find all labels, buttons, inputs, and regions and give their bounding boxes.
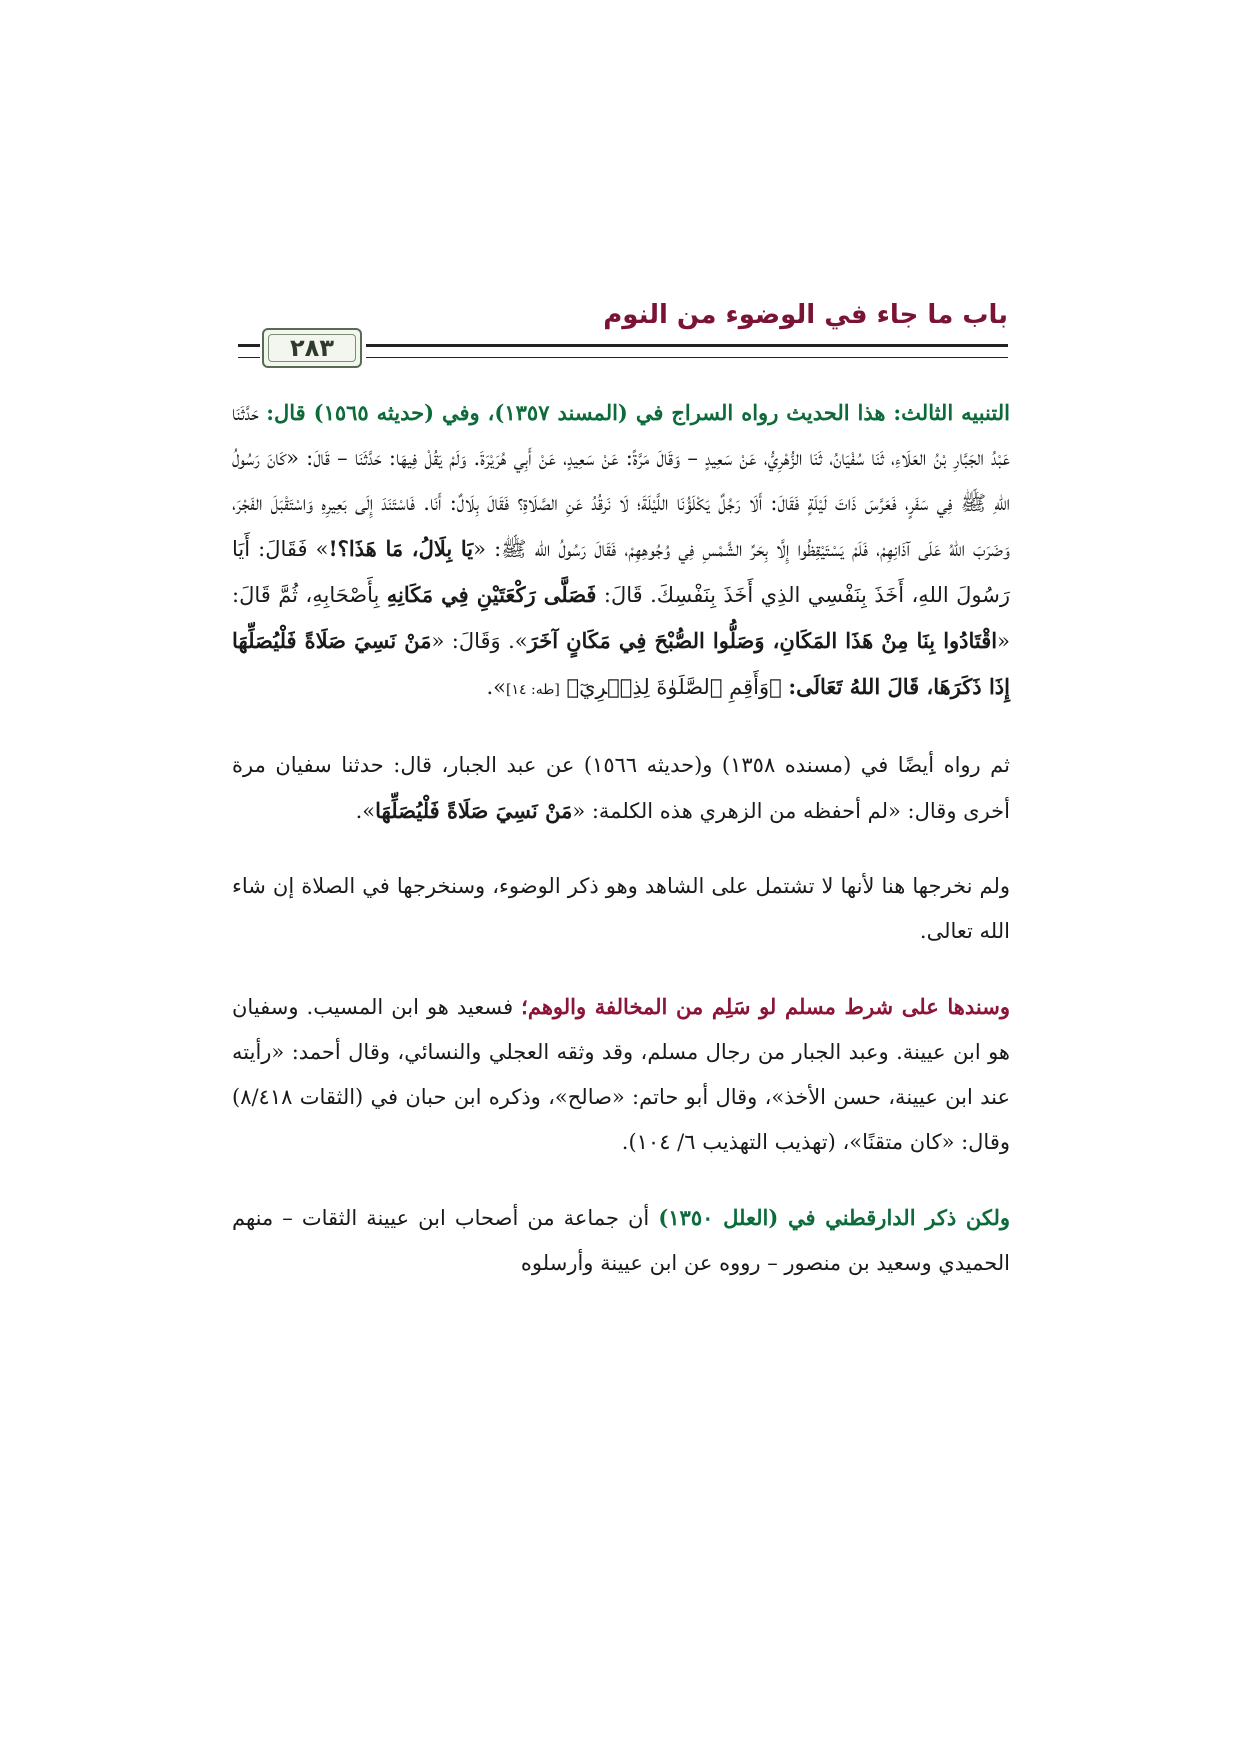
- paragraph-5: [232, 1195, 1010, 1286]
- hadith-quote: يَا بِلَالُ، مَا هَذَا؟!: [328, 536, 474, 561]
- hadith-text: بِأَصْحَابِهِ، ثُمَّ قَالَ: «: [232, 583, 1011, 653]
- hadith-quote: مَنْ نَسِيَ صَلَاةً فَلْيُصَلِّهَا: [375, 798, 573, 823]
- hadith-text: ».: [486, 675, 507, 699]
- chapter-title: باب ما جاء في الوضوء من النوم: [603, 300, 1008, 330]
- verse-reference: [طه: ١٤]: [506, 682, 560, 698]
- header-rule-right: [366, 344, 1008, 358]
- paragraph-4: [232, 984, 1010, 1165]
- note-heading: التنبيه الثالث: هذا الحديث رواه السراج في (المسند ١٣٥٧)، وفي (حديثه ١٥٦٥) قال:: [266, 400, 1010, 425]
- header-rule-left: [238, 344, 260, 358]
- page-body: [232, 390, 1010, 1316]
- hadith-quote: مَنْ نَسِيَ صَلَاةً فَلْيُصَلِّهَا إِذَا ذَكَرَهَا، قَالَ اللهُ تَعَالَى:: [232, 628, 1010, 699]
- paragraph-2: [232, 743, 1010, 834]
- paragraph-text: ثم رواه أيضًا في (مسنده ١٣٥٨) و(حديثه ١٥٦٦) عن عبد الجبار، قال: حدثنا سفيان مرة أخرى وقال: «لم أحفظه من الزهري هذه الكلمة: «: [232, 753, 1011, 823]
- hadith-text: ». وَقَالَ: «: [431, 629, 528, 653]
- page-number-badge: [262, 328, 362, 368]
- section-heading: ولكن ذكر الدارقطني في (العلل ١٣٥٠): [658, 1205, 1010, 1230]
- paragraph-text: فسعيد هو ابن المسيب. وسفيان هو ابن عيينة. وعبد الجبار من رجال مسلم، وقد وثقه العجلي والنسائي، وقال أحمد: «رأيته عند ابن عيينة، حسن الأخذ»، وقال أبو حاتم: «صالح»، وذكره ابن حبان في (الثقات ٨/٤١٨) وقال: «كان متقنًا»، (تهذيب التهذيب ٦/ ١٠٤).: [232, 995, 1010, 1154]
- paragraph-1: [232, 390, 1010, 713]
- paragraph-3: [232, 864, 1010, 954]
- quran-verse: ﴿وَأَقِمِ ٱلصَّلَوٰةَ لِذِكۡرِيٓ﴾: [559, 675, 789, 699]
- paragraph-text: أن جماعة من أصحاب ابن عيينة الثقات – منهم الحميدي وسعيد بن منصور – رووه عن ابن عيينة وأرسلوه: [232, 1206, 1010, 1275]
- hadith-text: » فَقَالَ: أَيَا رَسُولَ اللهِ، أَخَذَ بِنَفْسِي الذِي أَخَذَ بِنَفْسِكَ. قَالَ:: [232, 537, 1010, 607]
- hadith-chain: حَدَّثَنَا عَبْدُ الجَبَّارِ بْنُ العَلَاءِ، ثَنَا سُفْيَانُ، ثَنَا الزُّهْرِيُّ، عَنْ سَعِيدٍ – وَقَالَ مَرَّةً: عَنْ سَعِيدٍ، عَنْ أَبِي هُرَيْرَةَ. وَلَمْ يَقُلْ فِيهَا: حَدَّثَنَا – قَالَ: «كَانَ رَسُولُ اللهِ ﷺ فِي سَفَرٍ، فَعَرَّسَ ذَاتَ لَيْلَةٍ فَقَالَ: أَلَا رَجُلٌ يَكْلَؤُنَا اللَّيْلَةَ؛ لَا نَرقُدُ عَنِ الصَّلَاةِ؟ فَقَالَ بِلَالٌ: أَنَا. فَاسْتَنَدَ إِلَى بَعِيرِهِ وَاسْتَقْبَلَ الفَجْرَ، وَضَرَبَ اللهُ عَلَى آذَانِهِمْ، فَلَمْ يَسْتَيْقِظُوا إِلَّا بِحَرِّ الشَّمْسِ فِي وُجُوهِهِمْ، فَقَالَ رَسُولُ الله ﷺ: «: [232, 401, 1010, 561]
- page-header: [238, 300, 1008, 364]
- paragraph-text: ولم نخرجها هنا لأنها لا تشتمل على الشاهد وهو ذكر الوضوء، وسنخرجها في الصلاة إن شاء الله تعالى.: [232, 874, 1010, 943]
- section-heading: وسندها على شرط مسلم لو سَلِم من المخالفة والوهم؛: [521, 994, 1010, 1019]
- page-number: ٢٨٣: [290, 334, 334, 362]
- hadith-quote: اقْتَادُوا بِنَا مِنْ هَذَا المَكَانِ، وَصَلُّوا الصُّبْحَ فِي مَكَانٍ آخَرَ: [527, 628, 998, 653]
- hadith-quote: فَصَلَّى رَكْعَتَيْنِ فِي مَكَانِهِ: [386, 582, 597, 607]
- paragraph-text: ».: [355, 799, 376, 823]
